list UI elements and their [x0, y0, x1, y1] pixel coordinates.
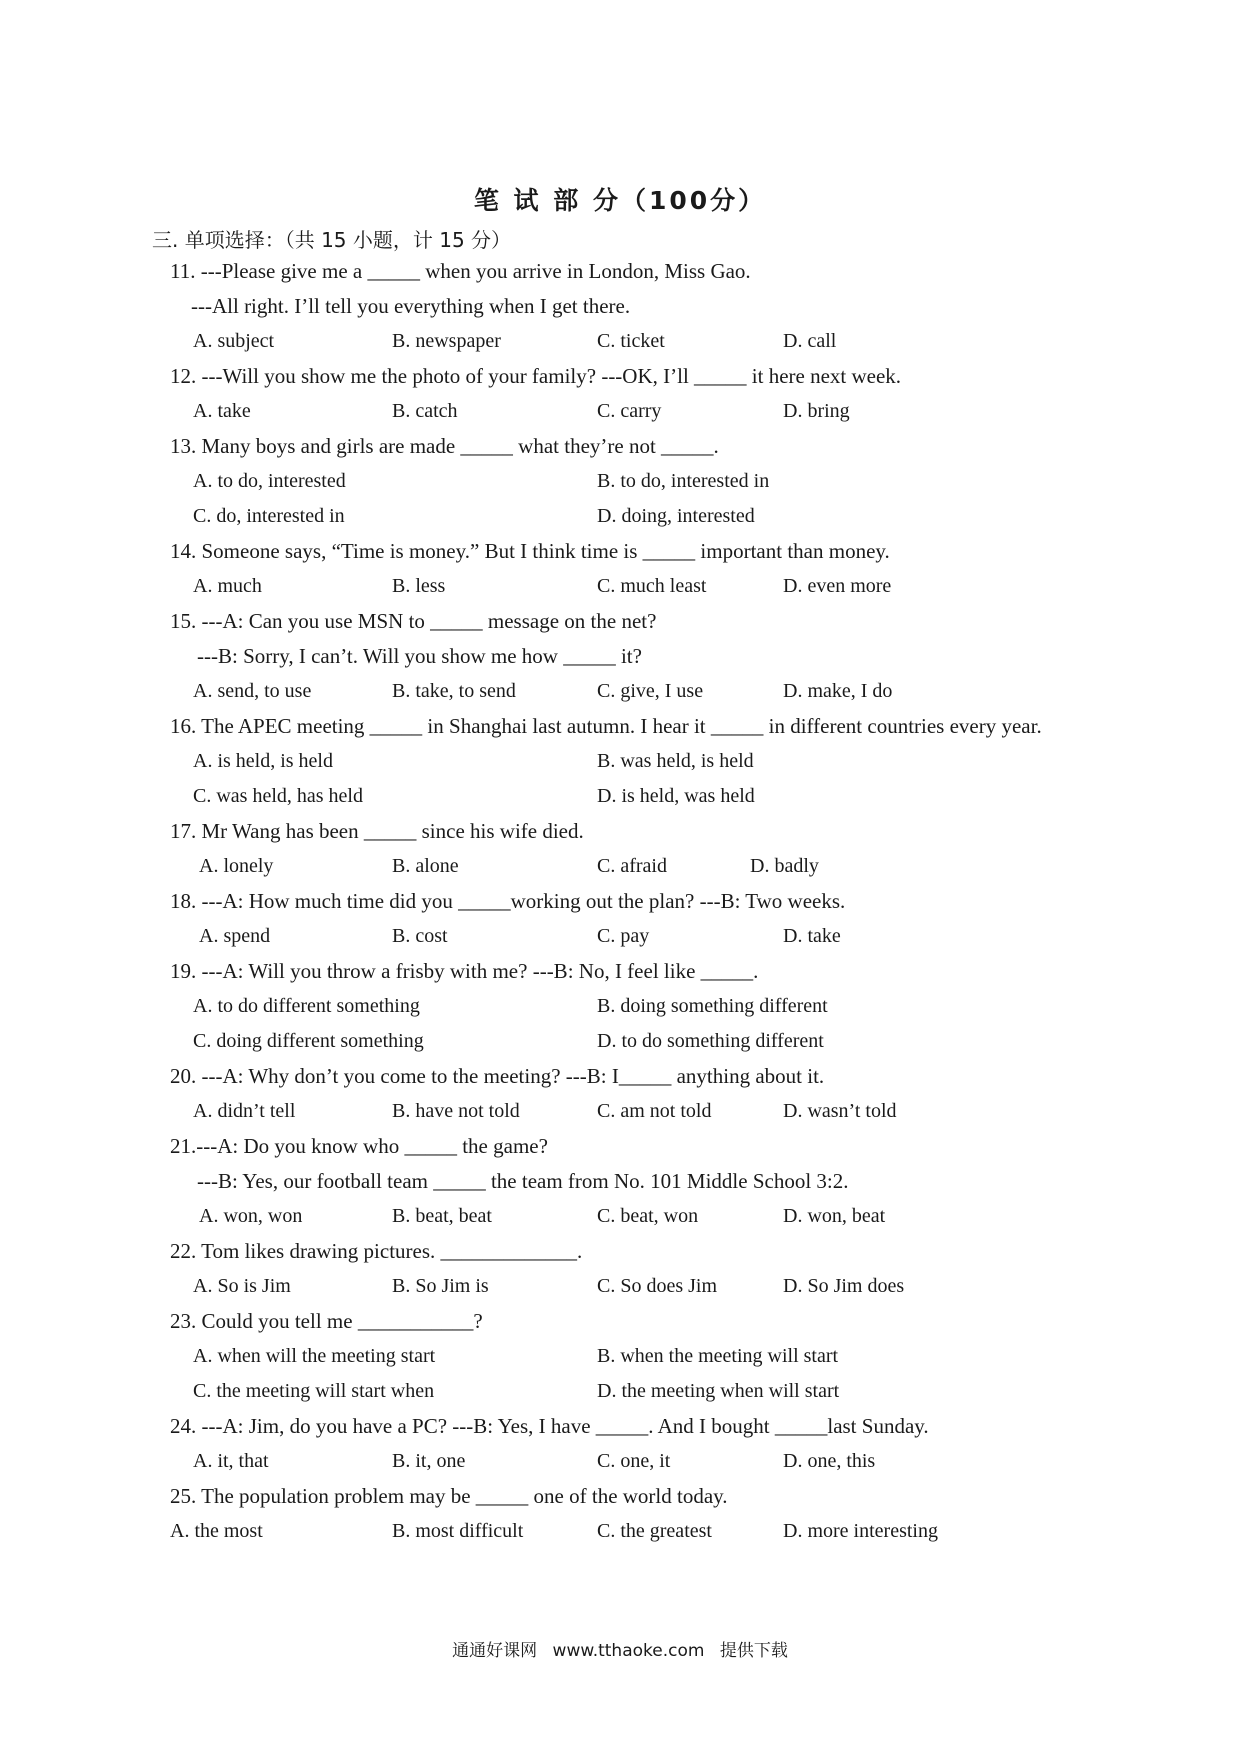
option-d: D. wasn’t told [783, 1100, 897, 1122]
question-stem: 19. ---A: Will you throw a frisby with me? ---B: No, I feel like _____. [170, 959, 759, 983]
option-c: C. beat, won [597, 1205, 699, 1227]
option-d: D. more interesting [783, 1520, 938, 1542]
option-a: A. to do different something [193, 995, 420, 1017]
option-b: B. alone [392, 855, 459, 877]
option-d: D. the meeting when will start [597, 1380, 840, 1402]
question-stem: 17. Mr Wang has been _____ since his wife died. [170, 819, 584, 843]
option-c: C. carry [597, 400, 662, 422]
option-c: C. the greatest [597, 1520, 712, 1542]
option-c: C. the meeting will start when [193, 1380, 435, 1402]
option-c: C. ticket [597, 330, 665, 352]
question-stem: 21.---A: Do you know who _____ the game? [170, 1134, 548, 1158]
option-b: B. it, one [392, 1450, 466, 1472]
question-stem-continued: ---B: Sorry, I can’t. Will you show me how _____ it? [197, 644, 642, 668]
option-c: C. do, interested in [193, 505, 345, 527]
option-b: B. beat, beat [392, 1205, 492, 1227]
question-stem: 22. Tom likes drawing pictures. _____________. [170, 1239, 583, 1263]
option-a: A. send, to use [193, 680, 312, 702]
option-a: A. didn’t tell [193, 1100, 296, 1122]
option-b: B. less [392, 575, 446, 597]
option-d: D. one, this [783, 1450, 876, 1472]
option-d: D. won, beat [783, 1205, 886, 1227]
option-b: B. catch [392, 400, 458, 422]
page-title: 笔 试 部 分（100分） [473, 186, 767, 215]
question-stem: 11. ---Please give me a _____ when you arrive in London, Miss Gao. [170, 259, 751, 283]
option-a: A. So is Jim [193, 1275, 291, 1297]
option-c: C. So does Jim [597, 1275, 718, 1297]
option-b: B. have not told [392, 1100, 520, 1122]
question-stem-continued: ---B: Yes, our football team _____ the team from No. 101 Middle School 3:2. [197, 1169, 849, 1193]
option-a: A. when will the meeting start [193, 1345, 436, 1367]
question-stem-continued: ---All right. I’ll tell you everything when I get there. [191, 294, 631, 318]
question-stem: 14. Someone says, “Time is money.” But I think time is _____ important than money. [170, 539, 890, 563]
option-b: B. cost [392, 925, 448, 947]
option-c: C. pay [597, 925, 650, 947]
option-d: D. to do something different [597, 1030, 824, 1052]
option-a: A. it, that [193, 1450, 269, 1472]
option-d: D. is held, was held [597, 785, 755, 807]
question-stem: 18. ---A: How much time did you _____working out the plan? ---B: Two weeks. [170, 889, 846, 913]
option-c: C. was held, has held [193, 785, 363, 807]
option-d: D. call [783, 330, 837, 352]
question-stem: 24. ---A: Jim, do you have a PC? ---B: Yes, I have _____. And I bought _____last Sunday. [170, 1414, 929, 1438]
question-stem: 16. The APEC meeting _____ in Shanghai last autumn. I hear it _____ in different countries every year. [170, 714, 1042, 738]
option-a: A. subject [193, 330, 275, 352]
option-a: A. won, won [199, 1205, 303, 1227]
option-a: A. the most [170, 1520, 263, 1542]
option-d: D. bring [783, 400, 850, 422]
option-b: B. to do, interested in [597, 470, 770, 492]
option-c: C. am not told [597, 1100, 712, 1122]
option-d: D. make, I do [783, 680, 893, 702]
section-heading: 三. 单项选择：（共 15 小题，计 15 分） [152, 228, 512, 252]
option-c: C. afraid [597, 855, 667, 877]
option-a: A. lonely [199, 855, 274, 877]
option-d: D. badly [750, 855, 819, 877]
question-stem: 25. The population problem may be _____ one of the world today. [170, 1484, 728, 1508]
option-c: C. one, it [597, 1450, 671, 1472]
question-stem: 15. ---A: Can you use MSN to _____ message on the net? [170, 609, 657, 633]
option-c: C. give, I use [597, 680, 704, 702]
option-a: A. much [193, 575, 262, 597]
question-stem: 20. ---A: Why don’t you come to the meeting? ---B: I_____ anything about it. [170, 1064, 825, 1088]
option-d: D. take [783, 925, 841, 947]
option-a: A. is held, is held [193, 750, 333, 772]
page-footer [0, 1636, 1240, 1661]
option-d: D. So Jim does [783, 1275, 905, 1297]
option-b: B. So Jim is [392, 1275, 489, 1297]
option-c: C. much least [597, 575, 707, 597]
option-b: B. newspaper [392, 330, 501, 352]
option-b: B. most difficult [392, 1520, 524, 1542]
option-b: B. take, to send [392, 680, 516, 702]
footer-site-name: 通通好课网 [452, 1641, 538, 1661]
question-stem: 12. ---Will you show me the photo of your family? ---OK, I’ll _____ it here next week. [170, 364, 902, 388]
option-c: C. doing different something [193, 1030, 424, 1052]
option-a: A. to do, interested [193, 470, 346, 492]
question-stem: 23. Could you tell me ___________? [170, 1309, 483, 1333]
option-b: B. doing something different [597, 995, 828, 1017]
option-d: D. even more [783, 575, 892, 597]
question-stem: 13. Many boys and girls are made _____ what they’re not _____. [170, 434, 719, 458]
footer-note: 提供下载 [719, 1641, 788, 1661]
option-b: B. when the meeting will start [597, 1345, 839, 1367]
option-d: D. doing, interested [597, 505, 755, 527]
footer-url-link[interactable]: www.tthaoke.com [552, 1641, 705, 1661]
option-a: A. spend [199, 925, 271, 947]
option-a: A. take [193, 400, 251, 422]
option-b: B. was held, is held [597, 750, 754, 772]
